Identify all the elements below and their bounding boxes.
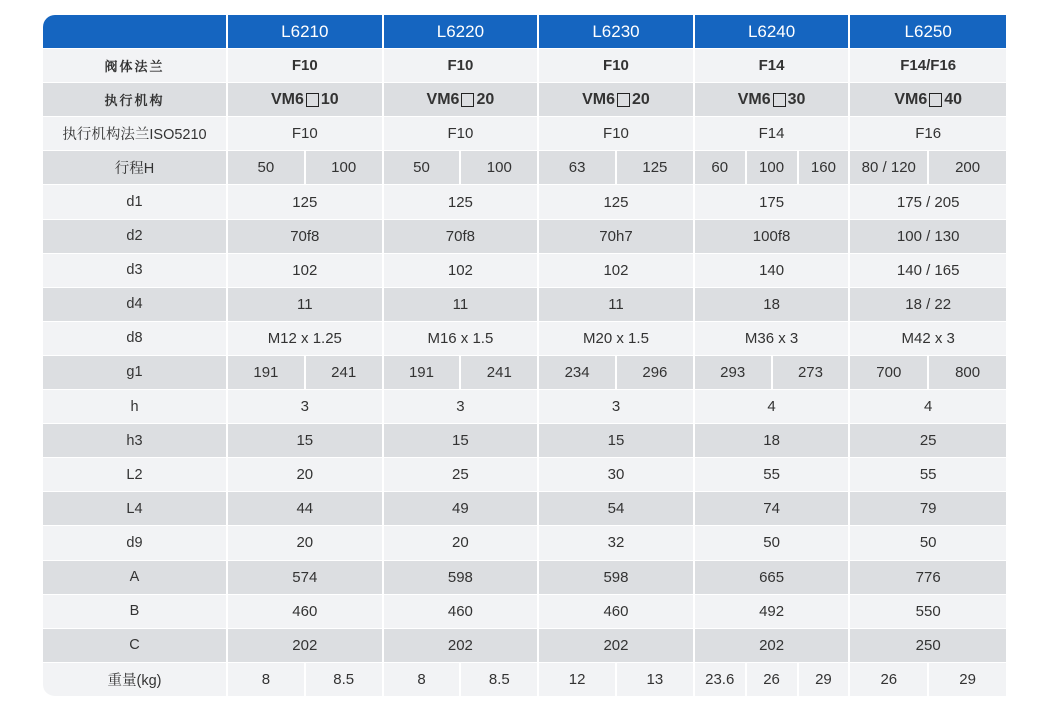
row-label: 重量(kg) (43, 663, 228, 697)
sub-cell-group (228, 356, 382, 389)
sub-value: 273 (771, 356, 849, 389)
sub-cell-group (850, 151, 1006, 184)
value-cell: 102 (384, 254, 540, 288)
sub-value: 29 (927, 663, 1006, 696)
value-cell (539, 356, 695, 390)
model-header: L6250 (850, 15, 1006, 49)
value-cell: 4 (695, 390, 851, 424)
table-row (43, 629, 1006, 663)
model-header: L6230 (539, 15, 695, 49)
row-label: d4 (43, 288, 228, 322)
value-cell: F10 (384, 49, 540, 83)
value-cell: 100 / 130 (850, 220, 1006, 254)
value-cell: 4 (850, 390, 1006, 424)
actuator-code (894, 91, 962, 109)
sub-cell-group (539, 356, 693, 389)
value-cell: 3 (384, 390, 540, 424)
value-cell: 20 (228, 458, 384, 492)
table-row (43, 185, 1006, 219)
value-cell: F14/F16 (850, 49, 1006, 83)
actuator-suffix: 20 (632, 90, 650, 108)
value-cell: F10 (228, 49, 384, 83)
sub-cell-group (850, 663, 1006, 696)
sub-value: 26 (745, 663, 797, 696)
square-box-icon (461, 93, 474, 107)
sub-cell-group (384, 151, 538, 184)
table-row (43, 151, 1006, 185)
value-cell: 125 (539, 185, 695, 219)
row-label: h3 (43, 424, 228, 458)
sub-value: 29 (797, 663, 849, 696)
value-cell: 460 (384, 595, 540, 629)
value-cell: 202 (539, 629, 695, 663)
row-label: d3 (43, 254, 228, 288)
sub-value: 60 (711, 159, 729, 177)
sub-cell-group (384, 663, 538, 696)
value-cell (228, 151, 384, 185)
value-cell: 550 (850, 595, 1006, 629)
value-cell (539, 151, 695, 185)
row-label: d9 (43, 526, 228, 560)
actuator-prefix: VM6 (426, 90, 460, 108)
sub-value: 8 (417, 670, 426, 688)
actuator-code (738, 91, 806, 109)
sub-value: 12 (568, 670, 586, 688)
value-cell: 50 (850, 526, 1006, 560)
table-row (43, 492, 1006, 526)
row-label: 阀体法兰 (43, 49, 228, 83)
value-cell: F14 (695, 117, 851, 151)
row-label: L4 (43, 492, 228, 526)
value-cell: 54 (539, 492, 695, 526)
sub-cell-group (695, 356, 849, 389)
value-cell: 11 (384, 288, 540, 322)
actuator-code (271, 91, 339, 109)
value-cell: 25 (384, 458, 540, 492)
value-cell: 25 (850, 424, 1006, 458)
value-cell: 250 (850, 629, 1006, 663)
header-row (43, 15, 1006, 49)
value-cell: 460 (228, 595, 384, 629)
actuator-code (582, 91, 650, 109)
value-cell: 11 (228, 288, 384, 322)
value-cell (384, 663, 540, 697)
value-cell: M12 x 1.25 (228, 322, 384, 356)
value-cell: 55 (850, 458, 1006, 492)
sub-cell-group (384, 356, 538, 389)
sub-cell-group (695, 151, 849, 184)
value-cell: F16 (850, 117, 1006, 151)
value-cell: 175 / 205 (850, 185, 1006, 219)
actuator-prefix: VM6 (270, 90, 304, 108)
value-cell: M16 x 1.5 (384, 322, 540, 356)
value-cell: 598 (539, 561, 695, 595)
header-corner (43, 15, 228, 49)
value-cell: 11 (539, 288, 695, 322)
table-row (43, 356, 1006, 390)
row-label: 执行机构法兰ISO5210 (43, 117, 228, 151)
actuator-prefix: VM6 (582, 90, 616, 108)
sub-cell-group (228, 151, 382, 184)
row-label: 行程H (43, 151, 228, 185)
square-box-icon (929, 93, 942, 107)
sub-cell-group (695, 663, 849, 696)
value-cell (384, 83, 540, 117)
actuator-prefix: VM6 (894, 90, 928, 108)
sub-value: 200 (927, 151, 1006, 184)
value-cell: F10 (539, 117, 695, 151)
sub-value: 8.5 (304, 663, 382, 696)
value-cell: 125 (228, 185, 384, 219)
row-label: C (43, 629, 228, 663)
sub-value: 50 (413, 159, 430, 177)
actuator-prefix: VM6 (737, 90, 771, 108)
table-row (43, 220, 1006, 254)
sub-value: 100 (459, 151, 537, 184)
model-header: L6210 (228, 15, 384, 49)
table-row (43, 526, 1006, 560)
sub-cell-group (539, 151, 693, 184)
table-row (43, 83, 1006, 117)
value-cell: F10 (384, 117, 540, 151)
sub-value: 800 (927, 356, 1006, 389)
sub-value: 293 (720, 363, 746, 381)
actuator-suffix: 40 (944, 90, 963, 108)
row-label: g1 (43, 356, 228, 390)
value-cell (695, 151, 851, 185)
sub-value: 160 (797, 151, 849, 184)
row-label: L2 (43, 458, 228, 492)
actuator-code (427, 91, 495, 109)
value-cell (228, 83, 384, 117)
value-cell: 18 (695, 288, 851, 322)
table-row (43, 322, 1006, 356)
value-cell: 20 (228, 526, 384, 560)
sub-cell-group (228, 663, 382, 696)
value-cell: 202 (228, 629, 384, 663)
value-cell: 20 (384, 526, 540, 560)
value-cell: 460 (539, 595, 695, 629)
value-cell: 492 (695, 595, 851, 629)
spec-body (43, 49, 1006, 697)
value-cell (850, 663, 1006, 697)
value-cell (695, 663, 851, 697)
value-cell: 15 (228, 424, 384, 458)
value-cell: M36 x 3 (695, 322, 851, 356)
actuator-suffix: 20 (476, 90, 495, 108)
value-cell: 102 (228, 254, 384, 288)
square-box-icon (306, 93, 319, 107)
table-row (43, 458, 1006, 492)
value-cell: 44 (228, 492, 384, 526)
sub-value: 8 (261, 670, 271, 688)
value-cell: 175 (695, 185, 851, 219)
table-row (43, 288, 1006, 322)
value-cell: 18 (695, 424, 851, 458)
spec-table (43, 15, 1006, 697)
model-header: L6220 (384, 15, 540, 49)
sub-value: 191 (408, 363, 434, 381)
value-cell: 50 (695, 526, 851, 560)
square-box-icon (617, 93, 630, 107)
sub-value: 50 (257, 159, 275, 177)
value-cell: 202 (384, 629, 540, 663)
sub-value: 63 (568, 159, 586, 177)
value-cell (850, 356, 1006, 390)
value-cell: 140 / 165 (850, 254, 1006, 288)
sub-value: 23.6 (705, 670, 735, 688)
value-cell: 574 (228, 561, 384, 595)
value-cell: M42 x 3 (850, 322, 1006, 356)
table-row (43, 595, 1006, 629)
sub-value: 191 (253, 363, 279, 381)
row-label: A (43, 561, 228, 595)
row-label: B (43, 595, 228, 629)
sub-value: 8.5 (459, 663, 537, 696)
value-cell (384, 356, 540, 390)
sub-value: 80 / 120 (861, 159, 916, 177)
value-cell: 102 (539, 254, 695, 288)
value-cell: 74 (695, 492, 851, 526)
value-cell: 18 / 22 (850, 288, 1006, 322)
value-cell: 776 (850, 561, 1006, 595)
value-cell: 32 (539, 526, 695, 560)
value-cell: 3 (539, 390, 695, 424)
value-cell: 15 (384, 424, 540, 458)
value-cell: 49 (384, 492, 540, 526)
value-cell: F14 (695, 49, 851, 83)
value-cell (695, 356, 851, 390)
value-cell (384, 151, 540, 185)
value-cell: 202 (695, 629, 851, 663)
row-label: d2 (43, 220, 228, 254)
value-cell: 15 (539, 424, 695, 458)
value-cell: 70f8 (384, 220, 540, 254)
value-cell (228, 663, 384, 697)
sub-value: 241 (304, 356, 382, 389)
value-cell (850, 83, 1006, 117)
value-cell: F10 (539, 49, 695, 83)
sub-cell-group (850, 356, 1006, 389)
actuator-suffix: 10 (320, 90, 339, 108)
value-cell: 140 (695, 254, 851, 288)
sub-value: 296 (615, 356, 693, 389)
value-cell: 125 (384, 185, 540, 219)
value-cell: 70f8 (228, 220, 384, 254)
sub-value: 700 (876, 363, 902, 381)
value-cell (850, 151, 1006, 185)
value-cell: 100f8 (695, 220, 851, 254)
value-cell: 3 (228, 390, 384, 424)
value-cell: 30 (539, 458, 695, 492)
row-label: h (43, 390, 228, 424)
row-label: d1 (43, 185, 228, 219)
value-cell: 70h7 (539, 220, 695, 254)
table-row (43, 663, 1006, 697)
table-row (43, 117, 1006, 151)
sub-value: 241 (459, 356, 537, 389)
table-row (43, 254, 1006, 288)
value-cell: 665 (695, 561, 851, 595)
value-cell (539, 83, 695, 117)
value-cell (695, 83, 851, 117)
value-cell (539, 663, 695, 697)
value-cell: 55 (695, 458, 851, 492)
model-header: L6240 (695, 15, 851, 49)
sub-cell-group (539, 663, 693, 696)
value-cell: 598 (384, 561, 540, 595)
table-row (43, 561, 1006, 595)
table-row (43, 49, 1006, 83)
value-cell: 79 (850, 492, 1006, 526)
sub-value: 125 (615, 151, 693, 184)
row-label: 执行机构 (43, 83, 228, 117)
value-cell: F10 (228, 117, 384, 151)
sub-value: 100 (745, 151, 797, 184)
sub-value: 13 (615, 663, 693, 696)
table-row (43, 424, 1006, 458)
value-cell (228, 356, 384, 390)
square-box-icon (773, 93, 786, 107)
value-cell: M20 x 1.5 (539, 322, 695, 356)
sub-value: 100 (304, 151, 382, 184)
table-row (43, 390, 1006, 424)
row-label: d8 (43, 322, 228, 356)
sub-value: 26 (880, 670, 898, 688)
sub-value: 234 (564, 363, 590, 381)
actuator-suffix: 30 (787, 90, 806, 108)
